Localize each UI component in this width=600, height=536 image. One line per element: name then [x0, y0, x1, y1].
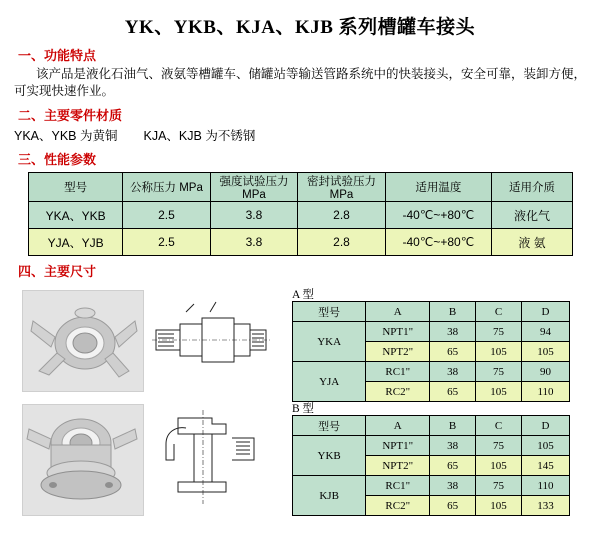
page-title: YK、YKB、KJA、KJB 系列槽罐车接头 [124, 17, 476, 38]
table-header-row [29, 173, 573, 202]
cell-temperature: -40℃~+80℃ [385, 202, 491, 229]
cell-b: 65 [430, 496, 476, 516]
cell-media: 液化气 [491, 202, 572, 229]
cell-b: 38 [430, 362, 476, 382]
cell-c: 105 [476, 342, 522, 362]
cell-a: RC2" [366, 382, 430, 402]
cell-a: NPT2" [366, 342, 430, 362]
col-header-temperature: 适用温度 [385, 173, 491, 202]
cell-d: 94 [522, 322, 570, 342]
col-header-nominal-pressure: 公称压力 MPa [123, 173, 211, 202]
col-header-a: A [366, 302, 430, 322]
cell-d: 105 [522, 342, 570, 362]
cell-b: 38 [430, 436, 476, 456]
cell-model: YJA [293, 362, 366, 402]
section-heading-dimensions: 四、主要尺寸 [18, 264, 97, 279]
cell-model: YKA [293, 322, 366, 362]
product-photo-type-a [22, 290, 144, 392]
col-header-d: D [522, 416, 570, 436]
col-header-model: 型号 [29, 173, 123, 202]
table-row [29, 229, 573, 256]
cell-c: 105 [476, 456, 522, 476]
cell-b: 38 [430, 322, 476, 342]
section-heading-features: 一、功能特点 [18, 48, 97, 63]
col-header-b: B [430, 302, 476, 322]
features-paragraph [14, 66, 586, 100]
table-row [29, 202, 573, 229]
cell-d: 133 [522, 496, 570, 516]
cell-c: 75 [476, 476, 522, 496]
section-heading-materials: 二、主要零件材质 [18, 108, 123, 123]
cell-a: NPT2" [366, 456, 430, 476]
cell-d: 110 [522, 382, 570, 402]
table-row [293, 476, 570, 496]
cell-c: 105 [476, 496, 522, 516]
cell-seal-pressure: 2.8 [298, 202, 386, 229]
cell-c: 75 [476, 436, 522, 456]
cell-a: RC2" [366, 496, 430, 516]
dimension-table-type-a [292, 301, 570, 402]
cell-a: NPT1" [366, 436, 430, 456]
cell-b: 65 [430, 382, 476, 402]
col-header-seal-pressure: 密封试验压力 MPa [298, 173, 386, 202]
type-b-label: B 型 [292, 403, 315, 415]
performance-table [28, 172, 573, 256]
type-a-label: A 型 [292, 289, 315, 301]
table-header-row [293, 416, 570, 436]
col-header-strength-pressure: 强度试验压力 MPa [210, 173, 298, 202]
dimension-table-type-b [292, 415, 570, 516]
table-row [293, 436, 570, 456]
document-page [0, 12, 600, 528]
cell-nominal-pressure: 2.5 [123, 202, 211, 229]
col-header-media: 适用介质 [491, 173, 572, 202]
cell-model: YJA、YJB [29, 229, 123, 256]
col-header-d: D [522, 302, 570, 322]
col-header-a: A [366, 416, 430, 436]
material-stainless: KJA、KJB 为不锈钢 [143, 129, 256, 143]
cell-b: 65 [430, 342, 476, 362]
cell-c: 75 [476, 322, 522, 342]
cell-d: 105 [522, 436, 570, 456]
cell-b: 65 [430, 456, 476, 476]
technical-drawing-type-b [150, 404, 275, 514]
col-header-c: C [476, 416, 522, 436]
cell-d: 145 [522, 456, 570, 476]
col-header-model: 型号 [293, 302, 366, 322]
cell-d: 110 [522, 476, 570, 496]
cell-nominal-pressure: 2.5 [123, 229, 211, 256]
table-header-row [293, 302, 570, 322]
cell-d: 90 [522, 362, 570, 382]
col-header-b: B [430, 416, 476, 436]
table-row [293, 362, 570, 382]
cell-media: 液 氨 [491, 229, 572, 256]
cell-model: YKA、YKB [29, 202, 123, 229]
table-row [293, 322, 570, 342]
product-photo-type-b [22, 404, 144, 516]
cell-a: NPT1" [366, 322, 430, 342]
cell-c: 75 [476, 362, 522, 382]
cell-strength-pressure: 3.8 [210, 229, 298, 256]
col-header-c: C [476, 302, 522, 322]
material-brass: YKA、YKB 为黄铜 [14, 129, 118, 143]
materials-line [14, 126, 600, 144]
section-heading-performance: 三、性能参数 [18, 152, 97, 167]
col-header-model: 型号 [293, 416, 366, 436]
cell-seal-pressure: 2.8 [298, 229, 386, 256]
cell-temperature: -40℃~+80℃ [385, 229, 491, 256]
dimensions-area [0, 286, 600, 536]
technical-drawing-type-a [150, 290, 275, 390]
cell-model: YKB [293, 436, 366, 476]
cell-c: 105 [476, 382, 522, 402]
cell-b: 38 [430, 476, 476, 496]
cell-a: RC1" [366, 362, 430, 382]
features-text: 该产品是液化石油气、液氨等槽罐车、储罐站等输送管路系统中的快装接头，安全可靠，装卸方便，可实现快速作业。 [14, 67, 587, 98]
cell-a: RC1" [366, 476, 430, 496]
cell-model: KJB [293, 476, 366, 516]
cell-strength-pressure: 3.8 [210, 202, 298, 229]
